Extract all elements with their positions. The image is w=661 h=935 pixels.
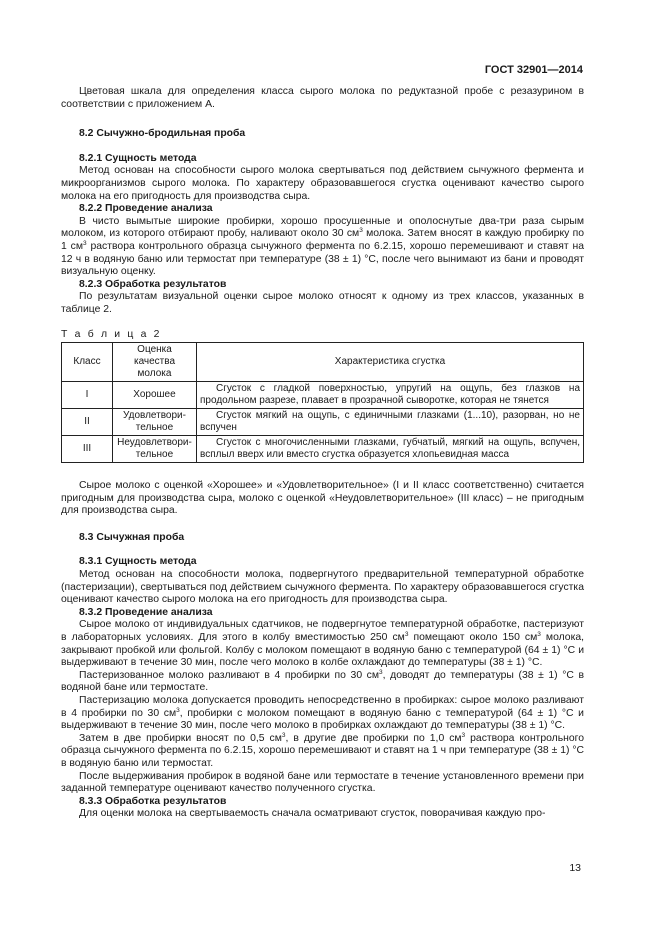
cell-description: Сгусток с многочисленными глазками, губчатый, мягкий на ощупь, вспучен, всплыл вверх или вместо сгустка образуется хлопьевидная масса	[197, 436, 584, 463]
paragraph-classification-note: Сырое молоко с оценкой «Хорошее» и «Удовлетворительное» (I и II класс соответственно) считается пригодным для производства сыра, молоко с оценкой «Неудовлетворительное» (III класс) – не пригодным для производства сыра.	[61, 480, 584, 517]
section-8-2-3-text: По результатам визуальной оценки сырое молоко относят к одному из трех классов, указанных в таблице 2.	[61, 291, 584, 315]
section-8-3-title: 8.3 Сычужная проба	[79, 531, 185, 543]
section-8-2-1-title: 8.2.1 Сущность метода	[79, 152, 197, 164]
standard-number: ГОСТ 32901—2014	[484, 64, 583, 76]
table-row	[62, 436, 584, 463]
section-8-2-2-title: 8.2.2 Проведение анализа	[79, 203, 213, 215]
page-number: 13	[569, 862, 581, 874]
cell-grade: Удовлетвори-тельное	[113, 409, 197, 436]
section-8-2-1-text: Метод основан на способности сырого молока свертываться под действием сычужного фермента и микроорганизмов сырого молока. По характеру образовавшегося сгустка оценивают качество сырого молока на его пригодность для производства сыра.	[61, 165, 584, 202]
cell-description: Сгусток мягкий на ощупь, с единичными глазками (1...10), разорван, но не вспучен	[197, 409, 584, 436]
section-8-2-2-text: В чисто вымытые широкие пробирки, хорошо просушенные и ополоснутые два-три раза сырым молоком, из которого отбирают пробу, наливают около 30 $см^3$ молока. Затем вносят в каждую пробирку по 1 $см^3$ раствора контрольного образца сычужного фермента по 6.2.15, хорошо перемешивают и ставят на 12 ч в водяную баню или термостат при температуре (38 ± 1) °С, после чего вынимают из бани и проводят визуальную оценку.	[61, 215, 585, 278]
section-8-3-2-title: 8.3.2 Проведение анализа	[79, 606, 213, 618]
table-row	[62, 382, 584, 409]
table-row	[62, 409, 584, 436]
cell-description: Сгусток с гладкой поверхностью, упругий на ощупь, без глазков на продольном разрезе, плавает в прозрачной сыворотке, которая не тянется	[197, 382, 584, 409]
section-8-3-2-paragraph-1: Сырое молоко от индивидуальных сдатчиков, не подвергнутое температурной обработке, пастеризуют в лабораторных условиях. Для этого в колбу вместимостью 250 $см^3$ помещают около 150 $см^3$ молока, закрывают пробкой или фольгой. Колбу с молоком помещают в водяную баню с температурой (64 ± 1) °С и выдерживают в течение 30 мин, после чего молоко в колбе охлаждают до температуры (38 ± 1) °С.	[61, 619, 585, 669]
section-8-3-3-text: Для оценки молока на свертываемость сначала осматривают сгусток, поворачивая каждую про-	[79, 808, 546, 820]
section-8-3-2-paragraph-5: После выдерживания пробирок в водяной бане или термостате в течение установленного времени при заданной температуре оценивают качество полученного сгустка.	[61, 770, 584, 795]
section-8-3-3-title: 8.3.3 Обработка результатов	[79, 795, 227, 807]
table-caption: Т а б л и ц а 2	[61, 328, 162, 340]
table-header-row	[62, 343, 584, 382]
section-8-2-3-title: 8.2.3 Обработка результатов	[79, 278, 227, 290]
header-description: Характеристика сгустка	[197, 343, 584, 382]
section-8-3-1-text: Метод основан на способности молока, подвергнутого предварительной температурной обработке (пастеризации), свертываться под действием сычужного фермента. По характеру образовавшегося сгустка оценивают качество сырого молока на его пригодность для производства сыра.	[61, 569, 584, 606]
header-grade: Оценка качества молока	[113, 343, 197, 382]
page-body	[61, 86, 584, 821]
section-8-3-2-paragraph-3: Пастеризацию молока допускается проводить непосредственно в пробирках: сырое молоко разливают в 4 пробирки по 30 $см^3$, пробирки с молоком помещают в водяную баню с температурой (64 ± 1) °С и выдерживают в течение 30 мин, после чего молоко в пробирках охлаждают до температуры (38 ± 1) °С.	[61, 695, 584, 732]
header-class: Класс	[62, 343, 113, 382]
table-2	[61, 342, 584, 463]
cell-class: I	[62, 382, 113, 409]
cell-grade: Хорошее	[113, 382, 197, 409]
cell-class: II	[62, 409, 113, 436]
cell-grade: Неудовлетвори-тельное	[113, 436, 197, 463]
section-8-3-2-paragraph-4: Затем в две пробирки вносят по 0,5 $см^3$, в другие две пробирки по 1,0 $см^3$ раствора контрольного образца сычужного фермента по 6.2.15, хорошо перемешивают и ставят на 1 ч при температуре (38 ± 1) °С в водяную баню или термостат.	[61, 731, 584, 769]
section-8-2-title: 8.2 Сычужно-бродильная проба	[79, 128, 246, 140]
section-8-3-2-paragraph-2: Пастеризованное молоко разливают в 4 пробирки по 30 $см^3$, доводят до температуры (38 ± 1) °С в водяной бане или термостате.	[61, 668, 584, 694]
cell-class: III	[62, 436, 113, 463]
section-8-3-1-title: 8.3.1 Сущность метода	[79, 556, 197, 568]
paragraph-color-scale: Цветовая шкала для определения класса сырого молока по редуктазной пробе с резазурином в соответствии с приложением А.	[61, 86, 584, 110]
